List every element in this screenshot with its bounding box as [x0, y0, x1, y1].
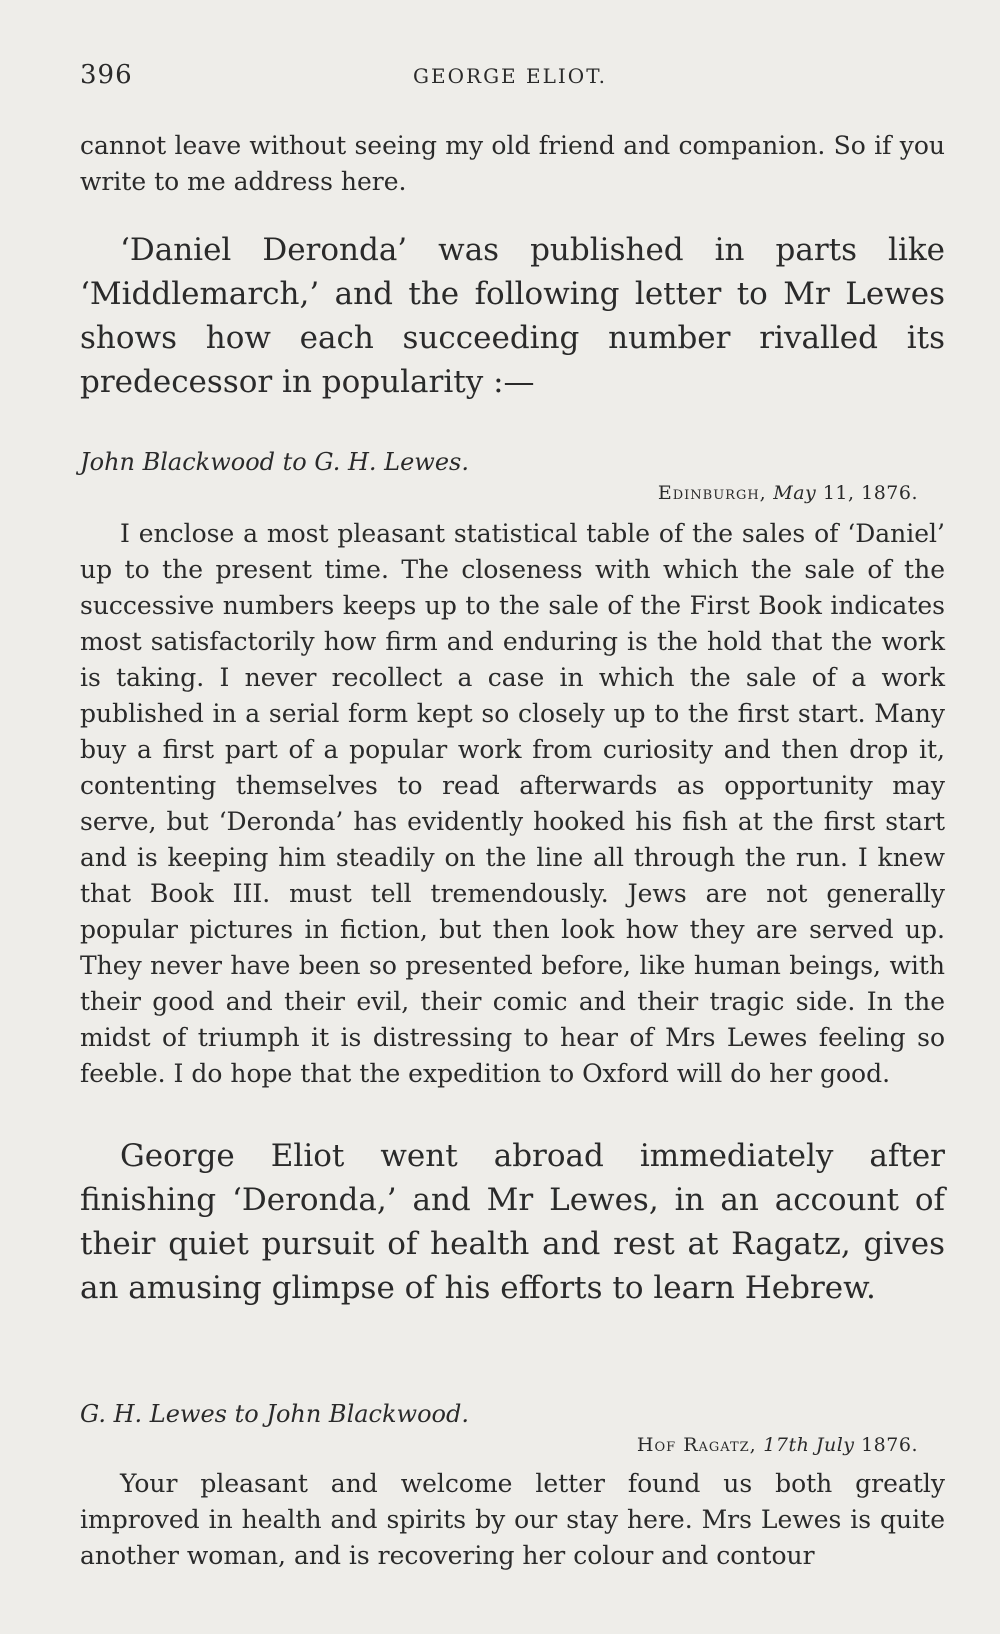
letter-2-day: 17th [763, 1434, 810, 1456]
running-title: GEORGE ELIOT. [413, 64, 607, 88]
letter-2-year: 1876. [861, 1434, 918, 1456]
continuation-paragraph: cannot leave without seeing my old friend and companion. So if you write to me address here. [80, 131, 945, 196]
letter-2-place: Hof Ragatz, [636, 1434, 757, 1456]
letter-2-salutation: G. H. Lewes to John Blackwood. [80, 1400, 469, 1428]
letter-2-dateline [637, 1434, 918, 1456]
letter-2-body: Your pleasant and welcome letter found us both greatly improved in health and spirits by our stay here. Mrs Lewes is quite another woman, and is recovering her colour and contour [80, 1469, 945, 1570]
narrative-paragraph-2: George Eliot went abroad immediately after finishing ‘Deronda,’ and Mr Lewes, in an account of their quiet pursuit of health and rest at Ragatz, gives an amusing glimpse of his efforts to learn Hebrew. [80, 1138, 945, 1306]
letter-1-date: 11, 1876. [822, 482, 918, 504]
page-header [80, 60, 940, 100]
narrative-paragraph-1: ‘Daniel Deronda’ was published in parts like ‘Middlemarch,’ and the following letter to Mr Lewes shows how each succeeding number rivalled its predecessor in popularity :— [80, 232, 945, 400]
page-number: 396 [80, 60, 133, 90]
letter-1-body: I enclose a most pleasant statistical table of the sales of ‘Daniel’ up to the present time. The closeness with which the sale of the successive numbers keeps up to the sale of the First Book indicates most satisfactorily how firm and enduring is the hold that the work is taking. I never recollect a case in which the sale of a work published in a serial form kept so closely up to the first start. Many buy a first part of a popular work from curiosity and then drop it, contenting themselves to read afterwards as opportunity may serve, but ‘Deronda’ has evidently hooked his fish at the first start and is keeping him steadily on the line all through the run. I knew that Book III. must tell tremendously. Jews are not generally popular pictures in fiction, but then look how they are served up. They never have been so presented before, like human beings, with their good and their evil, their comic and their tragic side. In the midst of triumph it is distressing to hear of Mrs Lewes feeling so feeble. I do hope that the expedition to Oxford will do her good. [80, 519, 945, 1088]
letter-1-month: May [773, 482, 817, 504]
letter-1-dateline [658, 482, 918, 504]
letter-1-salutation: John Blackwood to G. H. Lewes. [80, 448, 469, 476]
letter-1-place: Edinburgh, [657, 482, 767, 504]
letter-2-month: July [815, 1434, 855, 1456]
